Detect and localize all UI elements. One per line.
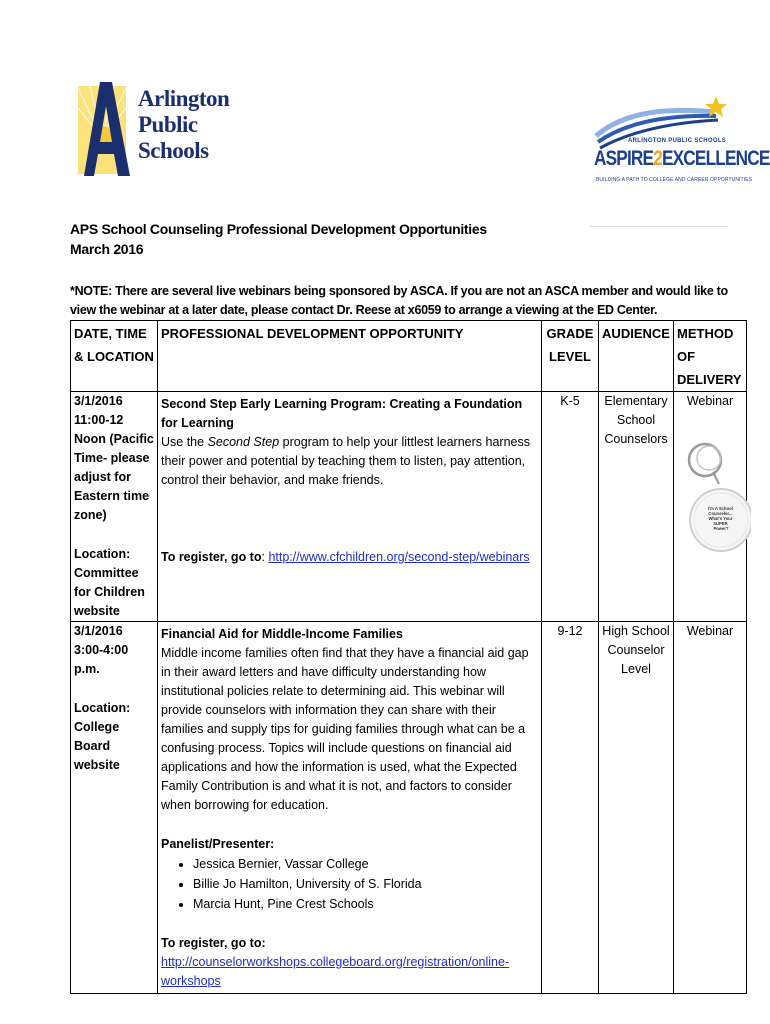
document-title-block	[70, 219, 487, 259]
register-link[interactable]: http://www.cfchildren.org/second-step/webinars	[268, 550, 530, 564]
header-date: DATE, TIME & LOCATION	[71, 321, 158, 392]
super-power-keychain-image	[683, 434, 751, 554]
header-opportunity: PROFESSIONAL DEVELOPMENT OPPORTUNITY	[158, 321, 542, 392]
register-line	[161, 934, 538, 991]
desc-part: program to help your littlest learners harness their power and potential by teaching them to listen, pay attention, control their behavior, and make friends.	[161, 435, 530, 487]
list-item: • Marcia Hunt, Pine Crest Schools	[193, 894, 538, 914]
method-cell: Webinar	[674, 622, 747, 994]
aspire-tagline: BUILDING A PATH TO COLLEGE AND CAREER OPPORTUNITIES	[596, 177, 753, 183]
aspire-word: ASPIRE	[594, 147, 654, 170]
date-cell	[71, 622, 158, 994]
method-cell: Webinar	[674, 392, 747, 622]
document-subtitle: March 2016	[70, 241, 144, 257]
grade-cell: K-5	[542, 392, 599, 622]
panelist-list	[161, 854, 538, 914]
location-label: Location:	[74, 701, 131, 715]
list-item: • Billie Jo Hamilton, University of S. Florida	[193, 874, 538, 894]
aps-line-3: Schools	[138, 138, 209, 163]
aps-logo-text	[138, 86, 229, 164]
date-cell	[71, 392, 158, 622]
aspire-two: 2	[653, 147, 662, 170]
divider	[590, 226, 728, 227]
event-location: College Board website	[74, 720, 120, 772]
register-link[interactable]: http://counselorworkshops.collegeboard.org/registration/online-workshops	[161, 955, 510, 988]
location-label: Location:	[74, 547, 131, 561]
event-time: 3:00-4:00 p.m.	[74, 643, 129, 676]
program-name: Second Step	[207, 435, 280, 449]
event-date: 3/1/2016	[74, 394, 123, 408]
aps-line-2: Public	[138, 112, 198, 137]
register-separator: :	[261, 550, 269, 564]
aspire-small-text: ARLINGTON PUBLIC SCHOOLS	[628, 138, 727, 144]
excellence-word: EXCELLENCE	[661, 147, 770, 170]
table-row	[71, 622, 747, 994]
table-row	[71, 392, 747, 622]
event-date: 3/1/2016	[74, 624, 123, 638]
document-title: APS School Counseling Professional Development Opportunities	[70, 221, 487, 237]
register-label: To register, go to:	[161, 936, 266, 950]
header-audience: AUDIENCE	[599, 321, 674, 392]
aspire-big-text	[594, 147, 770, 171]
note-paragraph: *NOTE: There are several live webinars being sponsored by ASCA. If you are not an ASCA member and would like to view the webinar at a later date, please contact Dr. Reese at x6059 to arrange a viewing at the ED Center.	[70, 284, 728, 317]
opportunity-title: Financial Aid for Middle-Income Families	[161, 627, 403, 641]
event-time: 11:00-12 Noon (Pacific Time- please adjust for Eastern time zone)	[74, 413, 154, 522]
opportunity-cell	[158, 622, 542, 994]
event-location: Committee for Children website	[74, 566, 145, 618]
opportunity-description	[161, 433, 538, 490]
header-method: METHOD OF DELIVERY	[674, 321, 747, 392]
audience-cell: Elementary School Counselors	[599, 392, 674, 622]
panel-label: Panelist/Presenter:	[161, 837, 275, 851]
register-label: To register, go to	[161, 550, 262, 564]
opportunity-cell	[158, 392, 542, 622]
opportunity-title: Second Step Early Learning Program: Creating a Foundation for Learning	[161, 397, 523, 430]
desc-part: Use the	[161, 435, 208, 449]
aps-line-1: Arlington	[138, 86, 230, 111]
grade-cell: 9-12	[542, 622, 599, 994]
opportunities-table	[70, 320, 747, 994]
table-header-row	[71, 321, 747, 392]
audience-cell: High School Counselor Level	[599, 622, 674, 994]
register-line	[161, 548, 538, 567]
keychain-text: I'm A School Counselor... What's Your SUPER Power?	[707, 506, 733, 531]
list-item: • Jessica Bernier, Vassar College	[193, 854, 538, 874]
header-grade: GRADE LEVEL	[542, 321, 599, 392]
opportunity-description: Middle income families often find that they have a financial aid gap in their award letters and have difficulty understanding how institutional policies relate to determining aid. This webinar will provide counselors with information they can share with their families and supply tips for guiding families through what can be a confusing process. Topics will include questions on financial aid applications and how the information is used, what the Expected Family Contribution is and what it is not, and factors to consider when borrowing for education.	[161, 646, 529, 812]
